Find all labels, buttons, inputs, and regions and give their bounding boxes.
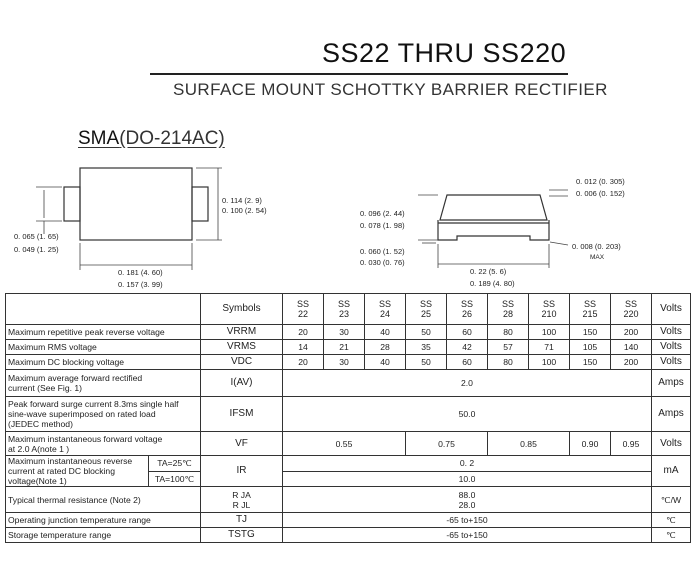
body-outline	[80, 168, 192, 240]
symbol-cell: TSTG	[201, 528, 283, 543]
symbol-cell: VDC	[201, 355, 283, 370]
symbol-cell: TJ	[201, 513, 283, 528]
body-profile	[440, 195, 547, 220]
package-code: (DO-214AC)	[119, 128, 225, 149]
part-header: SS 24	[365, 294, 406, 325]
lead-left	[64, 187, 80, 221]
part-header: SS 26	[447, 294, 488, 325]
part-header: SS 220	[611, 294, 652, 325]
dim-label: 0. 065 (1. 65)	[14, 232, 59, 241]
header-blank	[6, 294, 201, 325]
unit-header: Volts	[652, 294, 691, 325]
dim-label: 0. 049 (1. 25)	[14, 245, 59, 254]
table-row: Maximum instantaneous reverse current at rated DC blocking voltage(Note 1) TA=25℃ IR 0. 2 mA	[6, 456, 691, 472]
page-subtitle: SURFACE MOUNT SCHOTTKY BARRIER RECTIFIER	[173, 80, 608, 99]
part-header: SS 22	[283, 294, 324, 325]
dim-label: 0. 114 (2. 9)	[222, 196, 262, 205]
page-title: SS22 THRU SS220	[322, 38, 567, 68]
symbol-cell: VRMS	[201, 340, 283, 355]
top-view-drawing	[0, 150, 300, 295]
part-header: SS 28	[488, 294, 529, 325]
table-row: Maximum average forward rectified current (See Fig. 1) I(AV) 2.0 Amps	[6, 370, 691, 397]
dim-label: 0. 181 (4. 60)	[118, 268, 163, 277]
table-header-row	[6, 294, 691, 325]
symbol-cell: R JA R JL	[201, 487, 283, 513]
side-view-drawing	[350, 165, 695, 295]
dim-label: 0. 100 (2. 54)	[222, 206, 267, 215]
symbol-cell: I(AV)	[201, 370, 283, 397]
dim-label: 0. 157 (3. 99)	[118, 280, 163, 289]
dim-label: 0. 22 (5. 6)	[470, 267, 507, 276]
dim-label: 0. 078 (1. 98)	[360, 221, 405, 230]
lead-right	[192, 187, 208, 221]
package-name	[78, 128, 225, 150]
dim-label: 0. 012 (0. 305)	[576, 177, 625, 186]
table-row: Operating junction temperature range TJ -65 to+150 ℃	[6, 513, 691, 528]
symbol-cell: IFSM	[201, 397, 283, 432]
symbol-cell: VRRM	[201, 325, 283, 340]
symbols-header: Symbols	[201, 294, 283, 325]
table-row: Typical thermal resistance (Note 2) R JA R JL 88.0 28.0 ℃/W	[6, 487, 691, 513]
part-header: SS 215	[570, 294, 611, 325]
dim-label: 0. 006 (0. 152)	[576, 189, 625, 198]
ratings-table	[5, 293, 691, 543]
dim-label: 0. 189 (4. 80)	[470, 279, 515, 288]
dim-label: 0. 096 (2. 44)	[360, 209, 405, 218]
table-row: Peak forward surge current 8.3ms single half sine-wave superimposed on rated load (JEDEC method) IFSM 50.0 Amps	[6, 397, 691, 432]
symbol-cell: IR	[201, 456, 283, 487]
symbol-cell: VF	[201, 432, 283, 456]
dim-label: 0. 060 (1. 52)	[360, 247, 405, 256]
dim-label: 0. 030 (0. 76)	[360, 258, 405, 267]
dim-label: 0. 008 (0. 203)	[572, 242, 621, 251]
table-row: Maximum DC blocking voltage VDC 20 30 40 50 60 80 100 150 200 Volts	[6, 355, 691, 370]
dim-label: MAX	[590, 254, 605, 261]
table-row: Storage temperature range TSTG -65 to+150 ℃	[6, 528, 691, 543]
table-row: Maximum repetitive peak reverse voltage VRRM 20 30 40 50 60 80 100 150 200 Volts	[6, 325, 691, 340]
part-header: SS 25	[406, 294, 447, 325]
table-row: Maximum RMS voltage VRMS 14 21 28 35 42 57 71 105 140 Volts	[6, 340, 691, 355]
package-type: SMA	[78, 128, 120, 149]
title-rule	[150, 73, 568, 75]
part-header: SS 210	[529, 294, 570, 325]
table-row: Maximum instantaneous forward voltage at 2.0 A(note 1 ) VF 0.55 0.75 0.85 0.90 0.95 Volts	[6, 432, 691, 456]
table-row: TA=100℃ 10.0	[6, 471, 691, 487]
part-header: SS 23	[324, 294, 365, 325]
